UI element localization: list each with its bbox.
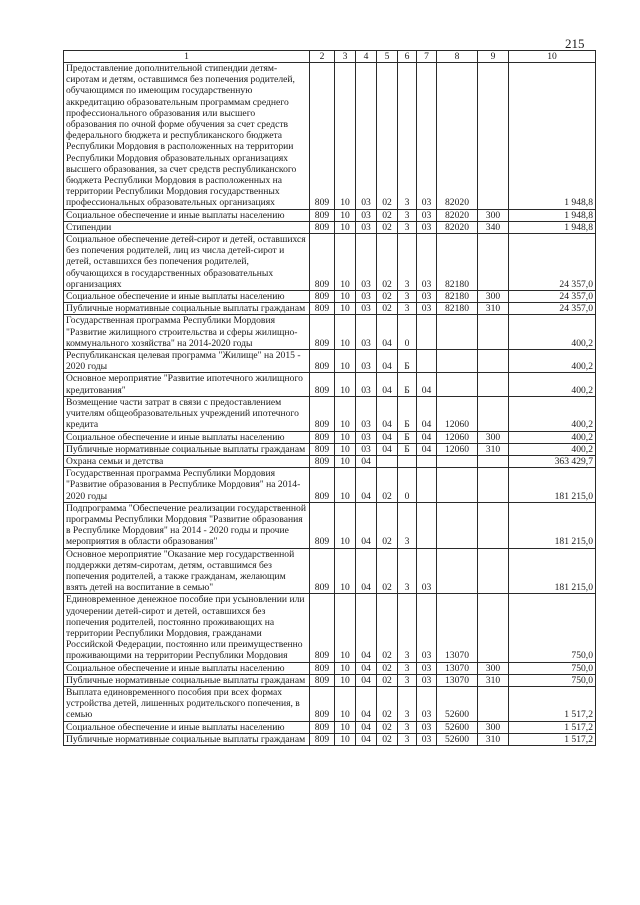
row-code-cell: 03 — [417, 303, 437, 315]
row-amount-cell: 400,2 — [509, 350, 596, 373]
row-code-cell: 310 — [478, 443, 509, 455]
row-code-cell: 12060 — [437, 443, 478, 455]
row-code-cell: 04 — [377, 350, 398, 373]
row-code-cell: 809 — [310, 468, 335, 503]
row-code-cell — [478, 350, 509, 373]
table-row — [64, 502, 596, 548]
row-amount-cell: 24 357,0 — [509, 291, 596, 303]
row-code-cell: 03 — [356, 315, 377, 350]
row-code-cell: 04 — [356, 548, 377, 594]
row-code-cell — [478, 396, 509, 431]
row-name-cell: Выплата единовременного пособия при всех формах устройства детей, лишенных родительского попечения, в семью — [64, 686, 310, 721]
header-cell: 5 — [377, 51, 398, 63]
row-code-cell: 03 — [356, 431, 377, 443]
row-amount-cell: 400,2 — [509, 315, 596, 350]
row-code-cell: 10 — [335, 373, 356, 396]
row-code-cell: 310 — [478, 674, 509, 686]
row-code-cell: 3 — [398, 234, 417, 291]
table-row — [64, 396, 596, 431]
row-code-cell: 10 — [335, 234, 356, 291]
table-body — [64, 63, 596, 746]
row-code-cell — [478, 468, 509, 503]
budget-table — [63, 50, 596, 746]
row-code-cell: 02 — [377, 63, 398, 210]
row-code-cell: 52600 — [437, 721, 478, 733]
row-code-cell: 03 — [356, 350, 377, 373]
row-amount-cell: 363 429,7 — [509, 455, 596, 467]
row-code-cell — [437, 548, 478, 594]
row-code-cell: 03 — [356, 291, 377, 303]
row-amount-cell: 181 215,0 — [509, 548, 596, 594]
row-code-cell: 13070 — [437, 594, 478, 662]
row-code-cell: 10 — [335, 594, 356, 662]
row-code-cell: 82020 — [437, 209, 478, 221]
row-code-cell: 3 — [398, 548, 417, 594]
row-code-cell — [437, 468, 478, 503]
row-code-cell: 809 — [310, 221, 335, 233]
row-code-cell: 809 — [310, 662, 335, 674]
row-code-cell: 03 — [417, 686, 437, 721]
row-code-cell: 809 — [310, 373, 335, 396]
row-name-cell: Единовременное денежное пособие при усыновлении или удочерении детей-сирот и детей, оставшихся без попечения родителей, постоянно проживающих на территории Республики Мордовия, гражданами Российской Федерации, постоянно или преимущественно проживающими на территории Республики Мордовия — [64, 594, 310, 662]
row-code-cell: 3 — [398, 221, 417, 233]
row-code-cell: 10 — [335, 350, 356, 373]
row-code-cell: 809 — [310, 548, 335, 594]
row-code-cell: 03 — [356, 303, 377, 315]
row-amount-cell: 1 948,8 — [509, 63, 596, 210]
row-code-cell: Б — [398, 350, 417, 373]
row-code-cell: 809 — [310, 431, 335, 443]
row-code-cell — [437, 315, 478, 350]
row-code-cell — [417, 350, 437, 373]
table-row — [64, 221, 596, 233]
row-code-cell: 03 — [417, 221, 437, 233]
row-amount-cell: 1 948,8 — [509, 221, 596, 233]
row-name-cell: Социальное обеспечение и иные выплаты населению — [64, 721, 310, 733]
row-code-cell: 809 — [310, 350, 335, 373]
row-code-cell — [478, 594, 509, 662]
row-code-cell: 02 — [377, 234, 398, 291]
row-code-cell: 809 — [310, 291, 335, 303]
row-code-cell: 809 — [310, 455, 335, 467]
row-name-cell: Публичные нормативные социальные выплаты гражданам — [64, 303, 310, 315]
row-code-cell: 04 — [356, 721, 377, 733]
row-name-cell: Публичные нормативные социальные выплаты гражданам — [64, 733, 310, 745]
row-code-cell: 02 — [377, 468, 398, 503]
row-name-cell: Основное мероприятие "Оказание мер государственной поддержки детям-сиротам, детям, оставшимся без попечения родителей, а также гражданам, желающим взять детей на воспитание в семью" — [64, 548, 310, 594]
row-code-cell: 809 — [310, 396, 335, 431]
row-code-cell: 10 — [335, 209, 356, 221]
row-code-cell: 02 — [377, 548, 398, 594]
row-code-cell: 03 — [356, 234, 377, 291]
row-code-cell: 10 — [335, 315, 356, 350]
row-name-cell: Возмещение части затрат в связи с предоставлением учителям общеобразовательных учреждений ипотечного кредита — [64, 396, 310, 431]
table-row — [64, 303, 596, 315]
table-row — [64, 350, 596, 373]
table-row — [64, 686, 596, 721]
row-code-cell: 10 — [335, 733, 356, 745]
row-code-cell: 02 — [377, 291, 398, 303]
row-code-cell: 03 — [356, 221, 377, 233]
row-code-cell: 52600 — [437, 733, 478, 745]
row-code-cell: 03 — [356, 63, 377, 210]
row-name-cell: Охрана семьи и детства — [64, 455, 310, 467]
row-amount-cell: 1 948,8 — [509, 209, 596, 221]
row-code-cell: 03 — [417, 209, 437, 221]
row-code-cell: 04 — [417, 396, 437, 431]
row-code-cell — [478, 455, 509, 467]
row-code-cell: 03 — [356, 396, 377, 431]
row-code-cell: 10 — [335, 221, 356, 233]
row-amount-cell: 750,0 — [509, 662, 596, 674]
row-code-cell — [478, 63, 509, 210]
row-code-cell: 03 — [417, 733, 437, 745]
row-code-cell: 3 — [398, 674, 417, 686]
row-code-cell: 3 — [398, 209, 417, 221]
row-code-cell: 04 — [356, 594, 377, 662]
row-code-cell — [437, 502, 478, 548]
row-amount-cell: 24 357,0 — [509, 303, 596, 315]
row-code-cell: 13070 — [437, 674, 478, 686]
table-row — [64, 209, 596, 221]
table-row — [64, 234, 596, 291]
row-code-cell: 04 — [356, 733, 377, 745]
table-row — [64, 674, 596, 686]
row-code-cell: 02 — [377, 686, 398, 721]
row-code-cell: 809 — [310, 303, 335, 315]
row-name-cell: Социальное обеспечение и иные выплаты населению — [64, 662, 310, 674]
row-code-cell — [417, 315, 437, 350]
row-code-cell — [417, 468, 437, 503]
table-row — [64, 443, 596, 455]
row-code-cell: 04 — [417, 373, 437, 396]
row-code-cell: 809 — [310, 209, 335, 221]
row-code-cell: 3 — [398, 733, 417, 745]
row-code-cell — [437, 373, 478, 396]
row-code-cell: 04 — [356, 686, 377, 721]
row-code-cell: 10 — [335, 502, 356, 548]
row-code-cell: 04 — [417, 443, 437, 455]
row-code-cell: 03 — [417, 234, 437, 291]
row-code-cell: 82180 — [437, 291, 478, 303]
table-row — [64, 455, 596, 467]
table-row — [64, 662, 596, 674]
row-code-cell: 03 — [417, 548, 437, 594]
row-code-cell — [478, 234, 509, 291]
row-code-cell: 82020 — [437, 221, 478, 233]
row-code-cell: 03 — [417, 63, 437, 210]
row-code-cell: 04 — [377, 315, 398, 350]
row-code-cell: 0 — [398, 468, 417, 503]
row-code-cell: 03 — [356, 373, 377, 396]
row-amount-cell: 750,0 — [509, 674, 596, 686]
row-code-cell: 02 — [377, 209, 398, 221]
row-code-cell: 04 — [356, 468, 377, 503]
row-code-cell: 809 — [310, 502, 335, 548]
row-amount-cell: 1 517,2 — [509, 686, 596, 721]
row-code-cell: 04 — [356, 674, 377, 686]
row-name-cell: Социальное обеспечение и иные выплаты населению — [64, 431, 310, 443]
row-code-cell: 300 — [478, 721, 509, 733]
row-code-cell: 3 — [398, 721, 417, 733]
table-row — [64, 594, 596, 662]
header-cell: 2 — [310, 51, 335, 63]
row-code-cell: 809 — [310, 594, 335, 662]
row-code-cell: 10 — [335, 468, 356, 503]
row-code-cell: 10 — [335, 662, 356, 674]
row-code-cell: 3 — [398, 686, 417, 721]
row-code-cell: 10 — [335, 431, 356, 443]
table-row — [64, 468, 596, 503]
row-code-cell: 02 — [377, 594, 398, 662]
row-code-cell: 04 — [377, 373, 398, 396]
row-code-cell — [437, 350, 478, 373]
row-code-cell: 300 — [478, 291, 509, 303]
row-amount-cell: 750,0 — [509, 594, 596, 662]
row-code-cell: 02 — [377, 502, 398, 548]
row-code-cell: 04 — [356, 455, 377, 467]
row-code-cell: 10 — [335, 721, 356, 733]
table-row — [64, 373, 596, 396]
row-amount-cell: 24 357,0 — [509, 234, 596, 291]
header-cell: 8 — [437, 51, 478, 63]
table-header-row — [64, 51, 596, 63]
row-code-cell: 10 — [335, 396, 356, 431]
header-cell: 6 — [398, 51, 417, 63]
row-amount-cell: 400,2 — [509, 443, 596, 455]
row-code-cell: 02 — [377, 303, 398, 315]
row-amount-cell: 400,2 — [509, 431, 596, 443]
page-number: 215 — [565, 36, 585, 51]
header-cell: 10 — [509, 51, 596, 63]
row-name-cell: Социальное обеспечение детей-сирот и детей, оставшихся без попечения родителей, лиц из числа детей-сирот и детей, оставшихся без попечения родителей, обучающихся в государственных образовательных организациях — [64, 234, 310, 291]
row-code-cell: 02 — [377, 721, 398, 733]
row-code-cell — [478, 548, 509, 594]
row-name-cell: Социальное обеспечение и иные выплаты населению — [64, 209, 310, 221]
row-code-cell — [478, 686, 509, 721]
row-code-cell: 04 — [417, 431, 437, 443]
table-row — [64, 733, 596, 745]
row-code-cell: 02 — [377, 733, 398, 745]
row-amount-cell: 181 215,0 — [509, 502, 596, 548]
row-code-cell: 04 — [356, 502, 377, 548]
row-code-cell: 10 — [335, 291, 356, 303]
row-code-cell — [478, 373, 509, 396]
row-code-cell — [478, 502, 509, 548]
row-code-cell: 340 — [478, 221, 509, 233]
row-amount-cell: 1 517,2 — [509, 733, 596, 745]
header-cell: 3 — [335, 51, 356, 63]
row-code-cell: 809 — [310, 443, 335, 455]
row-code-cell: 310 — [478, 303, 509, 315]
row-code-cell: 52600 — [437, 686, 478, 721]
row-code-cell: 809 — [310, 686, 335, 721]
row-name-cell: Публичные нормативные социальные выплаты гражданам — [64, 443, 310, 455]
row-code-cell: 12060 — [437, 396, 478, 431]
row-code-cell: 3 — [398, 594, 417, 662]
row-amount-cell: 400,2 — [509, 396, 596, 431]
row-code-cell: 10 — [335, 443, 356, 455]
row-amount-cell: 400,2 — [509, 373, 596, 396]
row-code-cell: Б — [398, 443, 417, 455]
row-code-cell: 10 — [335, 548, 356, 594]
row-code-cell — [417, 502, 437, 548]
row-code-cell: 12060 — [437, 431, 478, 443]
table-row — [64, 315, 596, 350]
row-code-cell: 02 — [377, 221, 398, 233]
row-code-cell — [437, 455, 478, 467]
row-name-cell: Стипендии — [64, 221, 310, 233]
row-code-cell: 809 — [310, 721, 335, 733]
row-code-cell: 03 — [356, 443, 377, 455]
row-code-cell: 10 — [335, 674, 356, 686]
row-code-cell: 10 — [335, 303, 356, 315]
row-code-cell: 300 — [478, 662, 509, 674]
row-code-cell: 3 — [398, 291, 417, 303]
row-code-cell — [478, 315, 509, 350]
row-code-cell: Б — [398, 431, 417, 443]
row-code-cell: 0 — [398, 315, 417, 350]
row-name-cell: Республиканская целевая программа "Жилище" на 2015 - 2020 годы — [64, 350, 310, 373]
row-code-cell: 82180 — [437, 303, 478, 315]
row-name-cell: Публичные нормативные социальные выплаты гражданам — [64, 674, 310, 686]
row-code-cell: 809 — [310, 234, 335, 291]
row-name-cell: Предоставление дополнительной стипендии детям-сиротам и детям, оставшимся без попечения родителей, обучающимся по имеющим государственную аккредитацию образовательным программам среднего профессионального образования или высшего образования по очной форме обучения за счет средств федерального бюджета и республиканского бюджета Республики Мордовия в расположенных на территории Республики Мордовия образовательных организациях высшего образования, за счет средств республиканского бюджета Республики Мордовия в расположенных на территории Республики Мордовия государственных профессиональных образовательных организациях — [64, 63, 310, 210]
row-code-cell: 03 — [417, 721, 437, 733]
row-code-cell: 04 — [377, 443, 398, 455]
row-code-cell — [417, 455, 437, 467]
row-code-cell: 02 — [377, 662, 398, 674]
table-row — [64, 431, 596, 443]
row-name-cell: Основное мероприятие "Развитие ипотечного жилищного кредитования" — [64, 373, 310, 396]
row-code-cell: 02 — [377, 674, 398, 686]
row-code-cell: 04 — [377, 396, 398, 431]
row-code-cell: 03 — [417, 594, 437, 662]
row-code-cell: 10 — [335, 455, 356, 467]
row-code-cell: 04 — [377, 431, 398, 443]
row-code-cell: 3 — [398, 502, 417, 548]
table-row — [64, 291, 596, 303]
row-name-cell: Государственная программа Республики Мордовия "Развитие образования в Республике Мордовия" на 2014-2020 годы — [64, 468, 310, 503]
row-code-cell: 10 — [335, 63, 356, 210]
row-code-cell: 300 — [478, 431, 509, 443]
row-code-cell: 82180 — [437, 234, 478, 291]
table-row — [64, 63, 596, 210]
row-code-cell: Б — [398, 373, 417, 396]
row-code-cell: 13070 — [437, 662, 478, 674]
row-code-cell — [377, 455, 398, 467]
row-code-cell: 809 — [310, 315, 335, 350]
row-code-cell: 809 — [310, 63, 335, 210]
row-code-cell: 04 — [356, 662, 377, 674]
row-name-cell: Социальное обеспечение и иные выплаты населению — [64, 291, 310, 303]
row-code-cell: 03 — [417, 662, 437, 674]
row-amount-cell: 1 517,2 — [509, 721, 596, 733]
row-code-cell: 03 — [417, 674, 437, 686]
row-code-cell: 809 — [310, 733, 335, 745]
row-code-cell: 10 — [335, 686, 356, 721]
row-code-cell: 310 — [478, 733, 509, 745]
row-code-cell: 3 — [398, 662, 417, 674]
row-code-cell: 3 — [398, 63, 417, 210]
header-cell: 7 — [417, 51, 437, 63]
row-name-cell: Подпрограмма "Обеспечение реализации государственной программы Республики Мордовия "Развитие образования в Республике Мордовия" на 2014 - 2020 годы и прочие мероприятия в области образования" — [64, 502, 310, 548]
table-row — [64, 721, 596, 733]
row-code-cell: 809 — [310, 674, 335, 686]
row-name-cell: Государственная программа Республики Мордовия "Развитие жилищного строительства и сферы жилищно-коммунального хозяйства" на 2014-2020 годы — [64, 315, 310, 350]
header-cell: 9 — [478, 51, 509, 63]
row-code-cell — [398, 455, 417, 467]
table-row — [64, 548, 596, 594]
row-code-cell: 03 — [417, 291, 437, 303]
row-code-cell: 300 — [478, 209, 509, 221]
header-cell: 4 — [356, 51, 377, 63]
row-code-cell: Б — [398, 396, 417, 431]
row-code-cell: 03 — [356, 209, 377, 221]
row-code-cell: 82020 — [437, 63, 478, 210]
row-amount-cell: 181 215,0 — [509, 468, 596, 503]
header-cell: 1 — [64, 51, 310, 63]
row-code-cell: 3 — [398, 303, 417, 315]
